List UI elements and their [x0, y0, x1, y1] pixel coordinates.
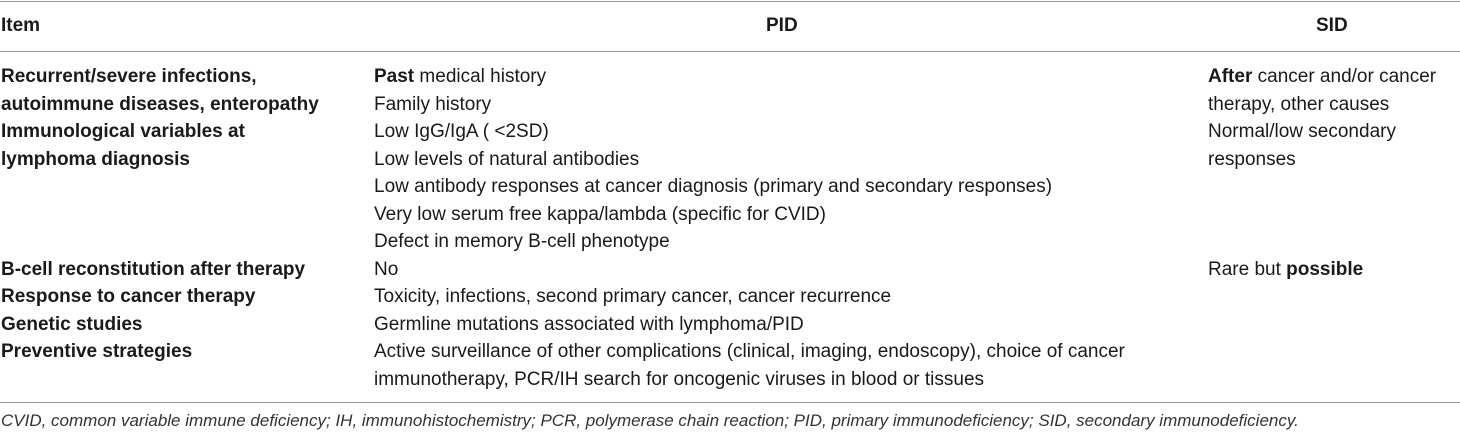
sid-cell: responses [1208, 148, 1296, 170]
pid-cell: Low IgG/IgA ( <2SD) [374, 121, 549, 142]
table-footnote: CVID, common variable immune deficiency; IH, immunohistochemistry; PCR, polymerase chain reaction; PID, primary immunodeficiency; SID, secondary immunodeficiency. [1, 411, 1299, 430]
sid-cell [1208, 63, 1458, 91]
sid-cell [1208, 256, 1458, 284]
item-cell-empty [1, 228, 361, 256]
item-cell: autoimmune diseases, enteropathy [1, 93, 319, 115]
pid-cell: Low antibody responses at cancer diagnosis (primary and secondary responses) [374, 176, 1053, 197]
pid-cell: Defect in memory B-cell phenotype [374, 231, 670, 252]
pid-cell [374, 63, 1164, 91]
sid-cell: therapy, other causes [1208, 93, 1390, 115]
pid-cell: Family history [374, 93, 492, 115]
header-sid: SID [1316, 15, 1348, 36]
table-bottom-rule [0, 402, 1460, 403]
item-column [1, 63, 361, 366]
item-cell: Preventive strategies [1, 341, 193, 362]
table-top-rule [0, 1, 1460, 2]
sid-text: cancer and/or cancer [1252, 66, 1437, 87]
pid-cell: Toxicity, infections, second primary cancer, cancer recurrence [374, 286, 892, 307]
sid-cell-empty [1208, 228, 1458, 256]
item-cell: lymphoma diagnosis [1, 148, 190, 170]
pid-cell: Low levels of natural antibodies [374, 148, 640, 170]
item-cell: B-cell reconstitution after therapy [1, 258, 306, 280]
item-cell-empty [1, 173, 361, 201]
item-cell: Immunological variables at [1, 121, 245, 142]
item-cell: Recurrent/severe infections, [1, 66, 257, 87]
item-cell: Genetic studies [1, 313, 143, 335]
sid-cell-empty [1208, 173, 1458, 201]
sid-emphasis: After [1208, 66, 1253, 87]
pid-column [374, 63, 1164, 393]
pid-cell: Germline mutations associated with lymphoma/PID [374, 313, 804, 335]
header-pid: PID [766, 15, 798, 36]
sid-text: Rare but [1208, 258, 1287, 280]
pid-cell: Active surveillance of other complications (clinical, imaging, endoscopy), choice of cancer [374, 341, 1125, 362]
header-rule [0, 51, 1460, 52]
sid-emphasis: possible [1286, 258, 1364, 280]
pid-cell: Very low serum free kappa/lambda (specific for CVID) [374, 203, 826, 225]
item-cell: Response to cancer therapy [1, 286, 256, 307]
sid-cell: Normal/low secondary [1208, 121, 1396, 142]
item-cell-empty [1, 201, 361, 229]
pid-cell: immunotherapy, PCR/IH search for oncogenic viruses in blood or tissues [374, 368, 985, 390]
pid-emphasis: Past [374, 66, 415, 87]
header-item: Item [1, 15, 41, 36]
sid-column [1208, 63, 1458, 283]
sid-cell-empty [1208, 201, 1458, 229]
pid-cell: No [374, 258, 399, 280]
pid-text: medical history [414, 66, 547, 87]
